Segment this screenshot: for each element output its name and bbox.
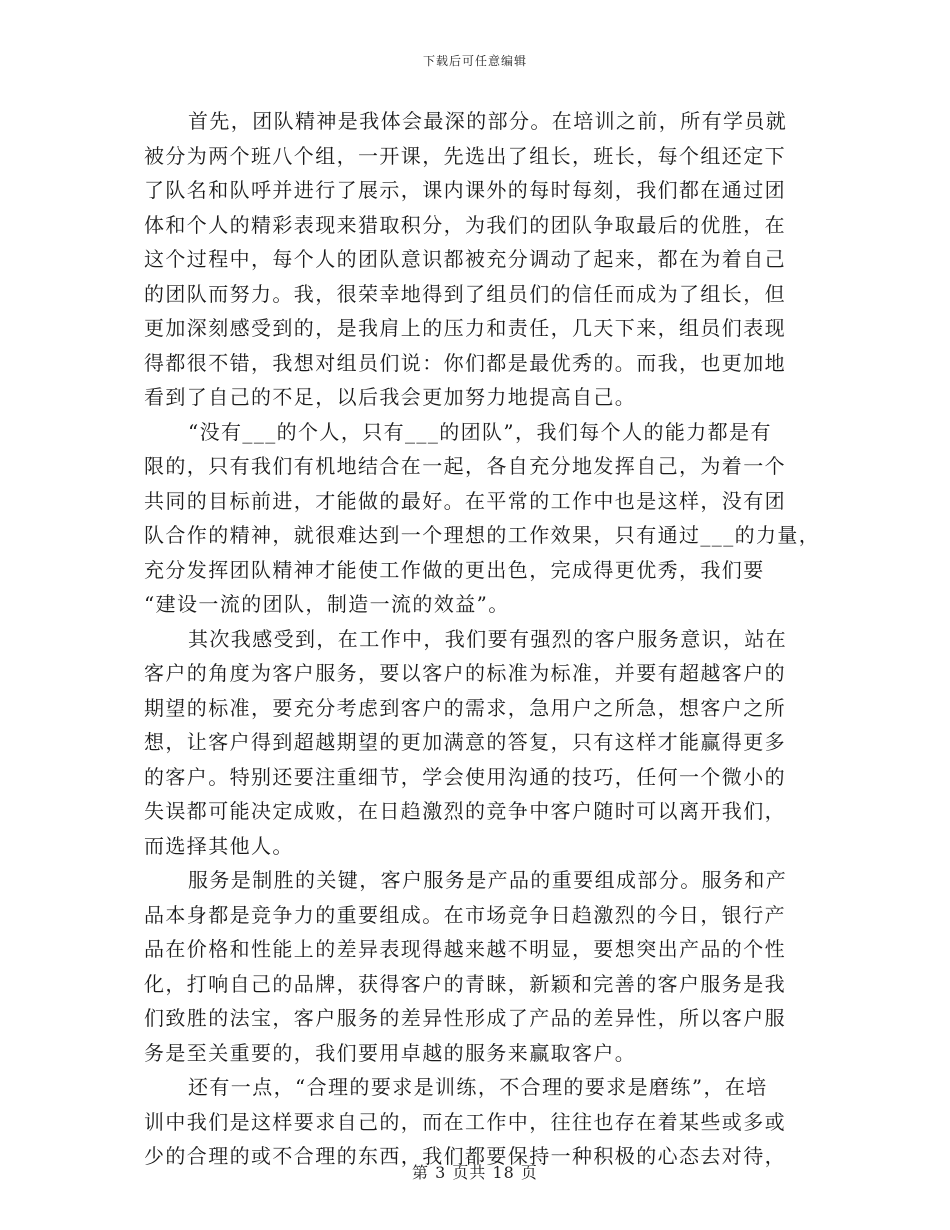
text-line: 被分为两个班八个组，一开课，先选出了组长，班长，每个组还定下 — [144, 143, 786, 168]
text-line: 期望的标准，要充分考虑到客户的需求，急用户之所急，想客户之所 — [144, 695, 786, 720]
text-line: 少的合理的或不合理的东西，我们都要保持一种积极的心态去对待， — [144, 1144, 786, 1168]
text-line: 服务是制胜的关键，客户服务是产品的重要组成部分。服务和产 — [188, 868, 788, 892]
text-line: 化，打响自己的品牌，获得客户的青睐，新颖和完善的客户服务是我 — [144, 971, 786, 996]
text-line: 充分发挥团队精神才能使工作做的更出色，完成得更优秀，我们要 — [144, 557, 765, 582]
text-line: “建设一流的团队，制造一流的效益”。 — [144, 592, 510, 616]
text-line: 队合作的精神，就很难达到一个理想的工作效果，只有通过___的力量， — [144, 523, 821, 547]
text-line: 客户的角度为客户服务，要以客户的标准为标准，并要有超越客户的 — [144, 661, 786, 685]
text-line: 训中我们是这样要求自己的，而在工作中，往往也存在着某些或多或 — [144, 1109, 786, 1134]
text-line: 的团队而努力。我，很荣幸地得到了组员们的信任而成为了组长，但 — [144, 281, 786, 306]
text-line: 而选择其他人。 — [144, 833, 294, 858]
text-line: 共同的目标前进，才能做的最好。在平常的工作中也是这样，没有团 — [144, 488, 786, 513]
text-line: 看到了自己的不足，以后我会更加努力地提高自己。 — [144, 385, 637, 409]
text-line: 更加深刻感受到的，是我肩上的压力和责任，几天下来，组员们表现 — [144, 316, 786, 340]
text-line: 失误都可能决定成败，在日趋激烈的竞争中客户随时可以离开我们， — [144, 799, 786, 823]
text-line: 首先，团队精神是我体会最深的部分。在培训之前，所有学员就 — [188, 109, 788, 133]
text-line: 限的，只有我们有机地结合在一起，各自充分地发挥自己，为着一个 — [144, 454, 786, 478]
text-line: 务是至关重要的，我们要用卓越的服务来赢取客户。 — [144, 1040, 637, 1065]
text-line: 品在价格和性能上的差异表现得越来越不明显，要想突出产品的个性 — [144, 937, 786, 961]
text-line: 其次我感受到，在工作中，我们要有强烈的客户服务意识，站在 — [188, 626, 788, 651]
page-header: 下载后可任意编辑 — [422, 54, 527, 68]
text-line: 了队名和队呼并进行了展示，课内课外的每时每刻，我们都在通过团 — [144, 178, 786, 202]
page-footer: 第 3 页共 18 页 — [412, 1163, 538, 1182]
text-line: 得都很不错，我想对组员们说：你们都是最优秀的。而我，也更加地 — [144, 350, 786, 375]
text-line: 体和个人的精彩表现来猎取积分，为我们的团队争取最后的优胜，在 — [144, 212, 786, 237]
text-line: “没有___的个人，只有___的团队”，我们每个人的能力都是有 — [188, 419, 772, 444]
text-line: 这个过程中，每个人的团队意识都被充分调动了起来，都在为着自己 — [144, 247, 786, 271]
text-line: 品本身都是竞争力的重要组成。在市场竞争日趋激烈的今日，银行产 — [144, 902, 786, 927]
text-line: 们致胜的法宝，客户服务的差异性形成了产品的差异性，所以客户服 — [144, 1006, 786, 1030]
document-body — [144, 104, 824, 1174]
text-line: 想，让客户得到超越期望的更加满意的答复，只有这样才能赢得更多 — [144, 730, 786, 754]
text-line: 还有一点，“合理的要求是训练，不合理的要求是磨练”，在培 — [188, 1075, 768, 1099]
text-line: 的客户。特别还要注重细节，学会使用沟通的技巧，任何一个微小的 — [144, 764, 786, 789]
